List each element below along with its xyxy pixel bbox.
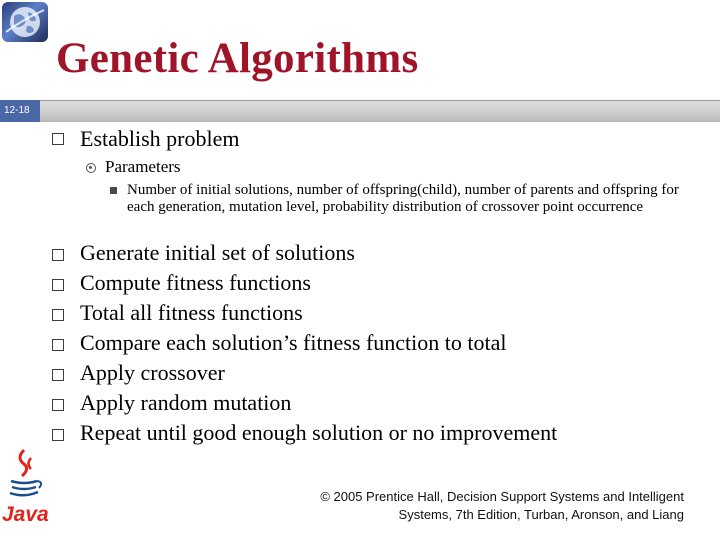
sub-bullet-parameters: Parameters: [105, 157, 181, 176]
copyright-footer: [320, 488, 684, 524]
footer-line-1: © 2005 Prentice Hall, Decision Support Systems and Intelligent: [320, 489, 684, 504]
square-bullet-icon: [52, 369, 64, 381]
globe-icon: [2, 2, 48, 42]
java-logo-text: Java: [2, 503, 49, 526]
bullet-step: Repeat until good enough solution or no improvement: [80, 420, 558, 445]
square-bullet-icon: [52, 399, 64, 411]
circle-bullet-icon: [86, 163, 96, 173]
detail-parameters-text: Number of initial solutions, number of offspring(child), number of parents and offspring for each generation, mutation level, probability distribution of crossover point occurrence: [127, 182, 679, 215]
square-bullet-icon: [52, 279, 64, 291]
bullet-step: Compute fitness functions: [80, 270, 311, 295]
bullet-step: Apply random mutation: [80, 390, 292, 415]
square-bullet-icon: [52, 249, 64, 261]
bullet-step: Apply crossover: [80, 360, 225, 385]
footer-line-2: Systems, 7th Edition, Turban, Aronson, and Liang: [398, 507, 684, 522]
bullet-step: Compare each solution’s fitness function to total: [80, 330, 507, 355]
square-bullet-icon: [52, 133, 64, 145]
square-bullet-icon: [52, 429, 64, 441]
header-bar: [40, 100, 720, 122]
bullet-step: Generate initial set of solutions: [80, 240, 355, 265]
square-bullet-icon: [52, 339, 64, 351]
square-bullet-icon: [52, 309, 64, 321]
slide-number: 12-18: [0, 100, 40, 122]
bullet-step: Total all fitness functions: [80, 300, 303, 325]
page-title: Genetic Algorithms: [56, 35, 419, 82]
bullet-establish-problem: Establish problem: [80, 126, 240, 151]
header-divider: [40, 100, 720, 101]
filled-square-bullet-icon: [110, 187, 117, 194]
